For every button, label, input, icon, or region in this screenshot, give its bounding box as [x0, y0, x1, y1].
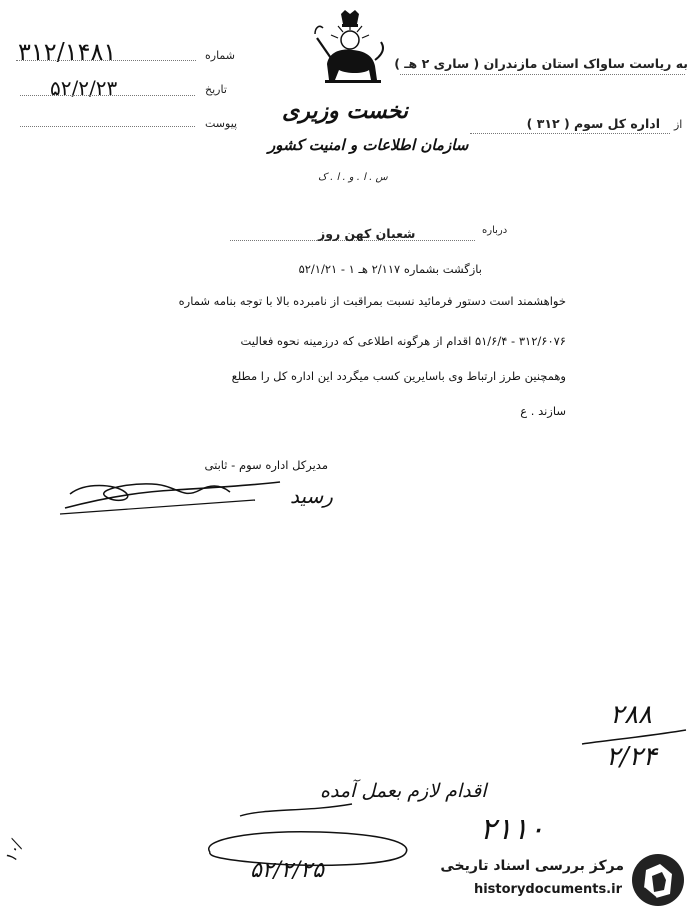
- annotation-instruction: اقدام لازم بعمل آمده: [320, 780, 487, 802]
- number-label: شماره: [205, 49, 236, 62]
- handwritten-received-mark: رسید: [290, 484, 333, 508]
- from-label: از: [674, 118, 683, 131]
- attachment-dotted-line: [20, 126, 195, 127]
- signature-scribble: [55, 470, 285, 520]
- organization-title: سازمان اطلاعات و امنیت کشور: [268, 136, 469, 154]
- body-line-5: سازند . ع: [520, 404, 566, 418]
- number-dotted-line: [16, 60, 196, 61]
- body-line-2: خواهشمند است دستور فرمائید نسبت بمراقبت از نامبرده بالا با توجه بنامه شماره: [178, 294, 566, 308]
- document-number: ۳۱۲/۱۴۸۱: [18, 38, 117, 66]
- watermark-title: مرکز بررسی اسناد تاریخی: [440, 858, 624, 874]
- watermark-site: historydocuments.ir: [473, 882, 622, 897]
- annotation-top-right-number: ۲۸۸: [610, 700, 652, 730]
- sender-office: اداره کل سوم ( ۳۱۲ ): [526, 116, 660, 131]
- lion-and-sun-emblem-icon: [305, 8, 395, 98]
- attachment-label: پیوست: [205, 117, 238, 130]
- body-line-1: بازگشت بشماره ۲/۱۱۷ هـ ۱ - ۵۲/۱/۲۱: [298, 262, 482, 276]
- annotation-number: ۲۱۱۰: [480, 812, 545, 847]
- recipient-dotted-line: [400, 74, 685, 75]
- date-label: تاریخ: [205, 83, 227, 96]
- body-line-3: ۳۱۲/۶۰۷۶ - ۵۱/۶/۴ اقدام از هرگونه اطلاعی که درزمینه نحوه فعالیت: [240, 334, 566, 348]
- subject-name: شعبان کهن روز: [318, 226, 416, 241]
- recipient-line: به ریاست ساواک استان مازندران ( ساری ۲ هـ ): [394, 56, 688, 71]
- sender-dotted-line: [470, 133, 670, 134]
- body-line-4: وهمچنین طرز ارتباط وی باسایرین کسب میگردد این اداره کل را مطلع: [231, 369, 566, 383]
- date-dotted-line: [20, 95, 195, 96]
- left-margin-annotation: ۱۰/: [0, 837, 27, 866]
- signatory-title: مدیرکل اداره سوم - ثابتی: [204, 458, 328, 472]
- history-documents-logo-icon: [630, 852, 686, 908]
- annotation-bottom-date: ۵۲/۲/۲۵: [250, 858, 324, 883]
- document-date: ۵۲/۲/۲۳: [50, 76, 118, 100]
- subject-label: درباره: [482, 225, 508, 236]
- annotation-top-right-date: ۲/۲۴: [606, 742, 657, 772]
- annotation-underline: [236, 798, 356, 822]
- organization-code: س . ا . و . ا . ک: [318, 172, 388, 183]
- ministry-title: نخست وزیری: [282, 98, 408, 124]
